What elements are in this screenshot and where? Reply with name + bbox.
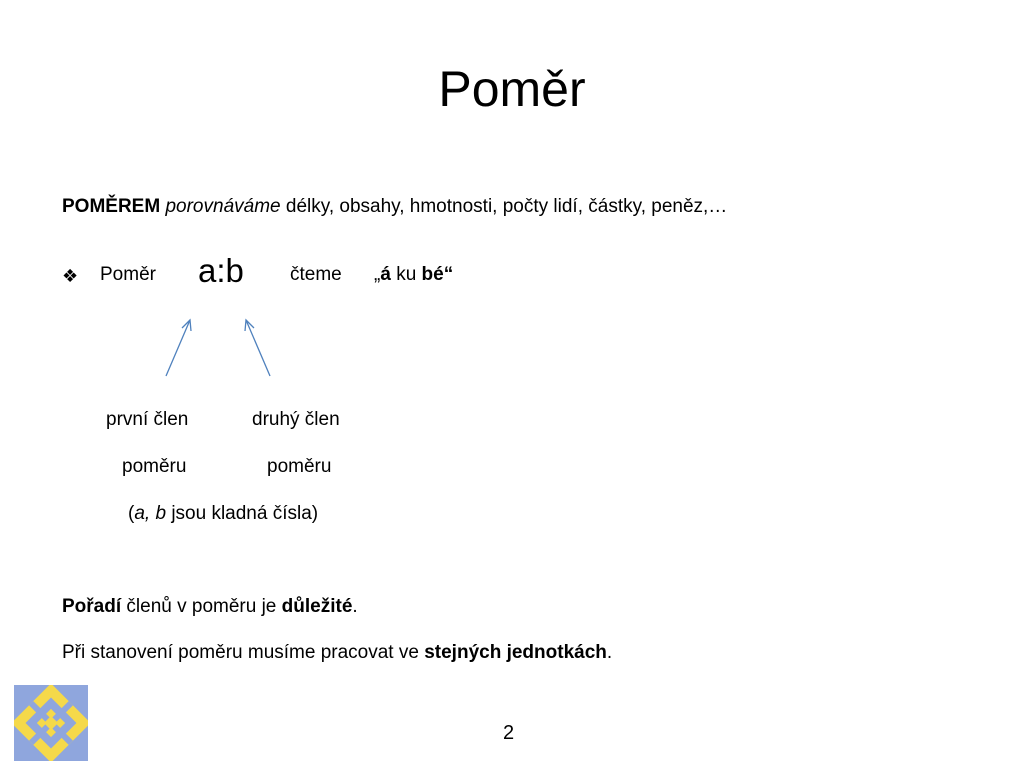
second-term-label-2: poměru	[267, 456, 332, 477]
logo-icon	[14, 685, 88, 761]
pronunciation-a: á	[380, 264, 391, 285]
ratio-label: Poměr	[100, 264, 156, 285]
order-end: .	[352, 596, 358, 617]
page-number: 2	[503, 722, 515, 744]
intro-italic: porovnáváme	[165, 196, 281, 217]
order-middle: členů v poměru je	[126, 596, 277, 617]
read-as-label: čteme	[290, 264, 342, 285]
note-rest: jsou kladná čísla)	[171, 503, 319, 524]
quote-open: „	[374, 264, 381, 285]
units-end: .	[606, 642, 613, 663]
first-term-label-2: poměru	[122, 456, 187, 477]
pronunciation-ku: ku	[396, 264, 417, 285]
order-bold-start: Pořadí	[62, 596, 122, 617]
units-bold: stejných jednotkách	[424, 642, 607, 663]
first-term-label: první člen	[106, 409, 189, 430]
positive-numbers-note	[128, 503, 318, 526]
note-vars: a, b	[134, 503, 167, 524]
order-line	[62, 596, 358, 619]
intro-bold: POMĚREM	[62, 196, 161, 217]
units-line	[62, 642, 612, 665]
ratio-expression: a:b	[198, 252, 244, 289]
note-open: (	[128, 503, 135, 524]
second-term-label: druhý člen	[252, 409, 340, 430]
arrow-second-term	[246, 320, 270, 376]
order-bold-end: důležité	[281, 596, 353, 617]
arrow-first-term	[166, 320, 190, 376]
units-start: Při stanovení poměru musíme pracovat ve	[62, 642, 419, 663]
intro-rest: délky, obsahy, hmotnosti, počty lidí, částky, peněz,…	[285, 196, 728, 217]
pronunciation-be: bé“	[421, 264, 454, 285]
bullet-diamond-icon: ❖	[62, 266, 79, 286]
slide-title: Poměr	[438, 61, 586, 117]
